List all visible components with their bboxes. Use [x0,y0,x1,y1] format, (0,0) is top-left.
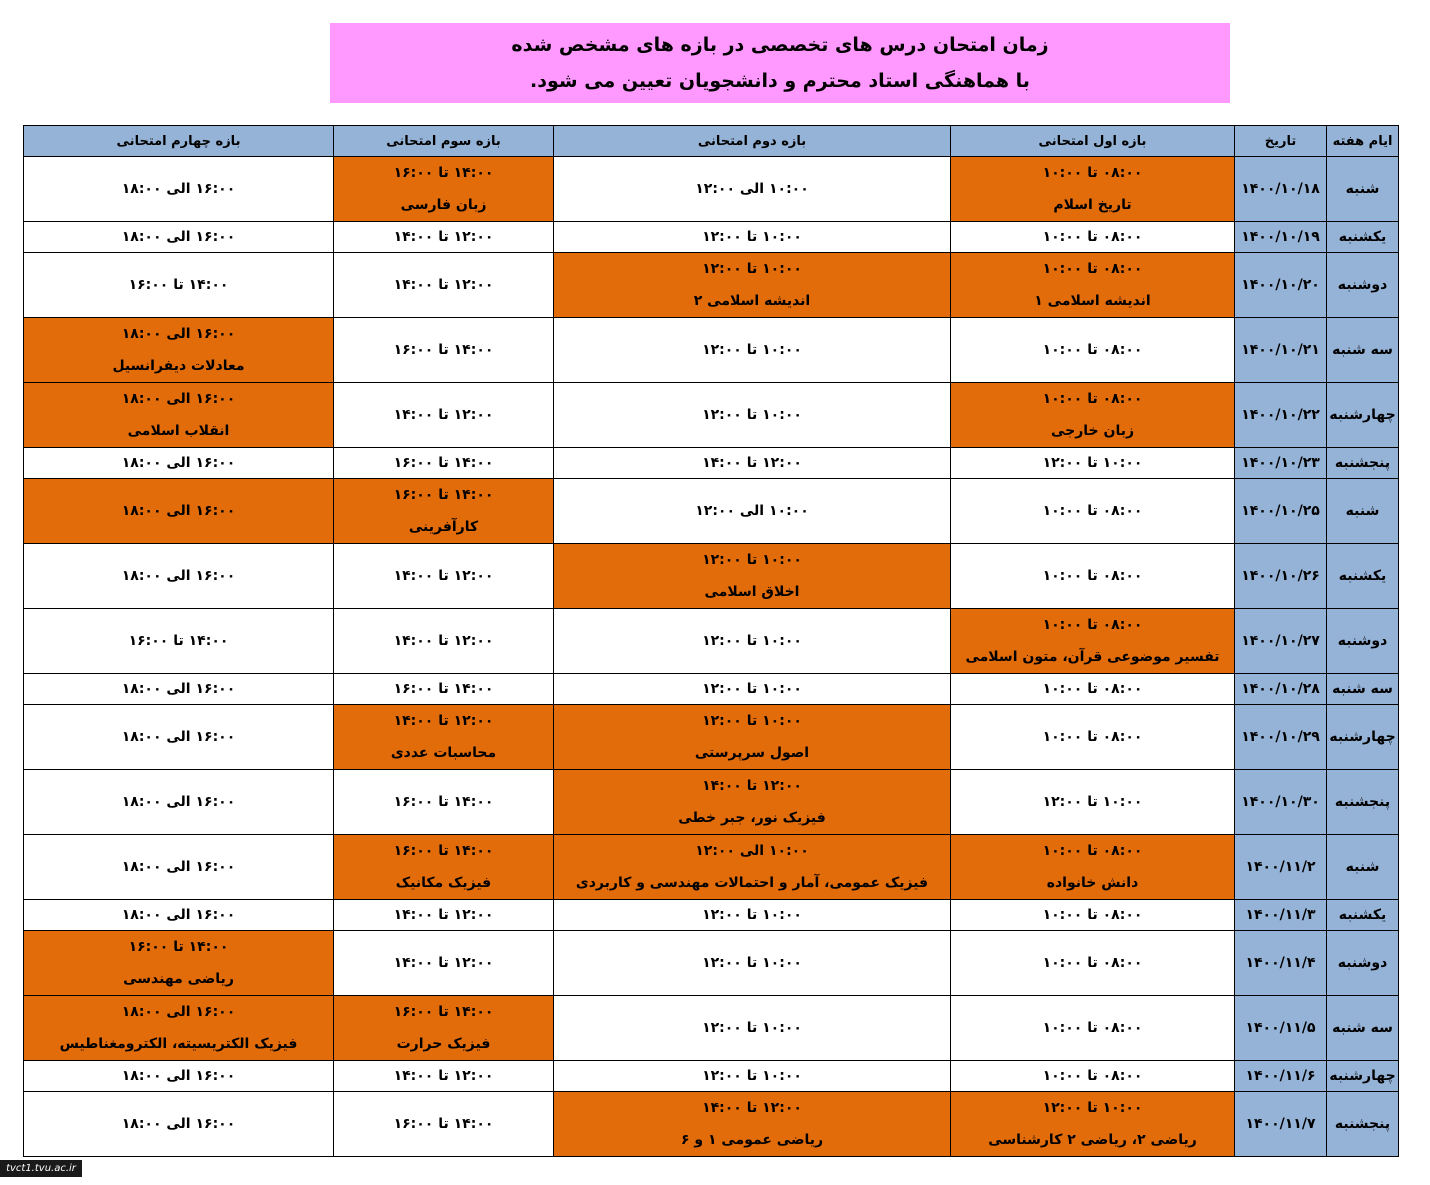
slot-2-cell [554,1092,951,1157]
slot-3-cell [334,770,554,835]
slot-3-cell [334,996,554,1061]
slot-course: کارآفرینی [408,519,479,535]
slot-1-cell [951,222,1235,253]
slot-3-cell [334,157,554,222]
slot-4-cell [24,479,334,544]
slot-course: تفسیر موضوعی قرآن، متون اسلامی [965,649,1220,665]
table-row [24,1061,1399,1092]
slot-3-cell [334,705,554,770]
slot-course: فیزیک مکانیک [395,875,492,891]
table-row [24,157,1399,222]
slot-time: ۰۸:۰۰ تا ۱۰:۰۰ [1042,165,1143,181]
header-slot-4: بازه چهارم امتحانی [24,126,334,157]
slot-time: ۱۰:۰۰ الی ۱۲:۰۰ [695,181,809,197]
slot-time: ۱۲:۰۰ تا ۱۴:۰۰ [393,713,494,729]
slot-2-cell [554,609,951,674]
exam-schedule-table [23,125,1399,1157]
slot-time: ۰۸:۰۰ تا ۱۰:۰۰ [1042,843,1143,859]
slot-4-cell [24,770,334,835]
slot-4-cell [24,900,334,931]
slot-1-cell [951,383,1235,448]
slot-course: فیزیک حرارت [396,1036,491,1052]
slot-1-cell [951,318,1235,383]
slot-time: ۱۰:۰۰ تا ۱۲:۰۰ [702,1068,802,1084]
slot-1-cell [951,674,1235,705]
slot-1-cell [951,609,1235,674]
slot-2-cell [554,479,951,544]
slot-time: ۱۴:۰۰ تا ۱۶:۰۰ [393,794,494,810]
slot-time: ۰۸:۰۰ تا ۱۰:۰۰ [1042,503,1143,519]
slot-course: انقلاب اسلامی [127,423,230,439]
slot-course: ریاضی عمومی ۱ و ۶ [680,1132,824,1148]
slot-time: ۱۰:۰۰ تا ۱۲:۰۰ [1042,455,1143,471]
slot-time: ۱۲:۰۰ تا ۱۴:۰۰ [393,633,494,649]
slot-time: ۰۸:۰۰ تا ۱۰:۰۰ [1042,681,1143,697]
table-row [24,448,1399,479]
slot-time: ۱۶:۰۰ الی ۱۸:۰۰ [121,391,236,407]
slot-2-cell [554,448,951,479]
slot-time: ۰۸:۰۰ تا ۱۰:۰۰ [1042,391,1143,407]
date-cell: ۱۴۰۰/۱۰/۲۱ [1235,318,1327,383]
slot-time: ۰۸:۰۰ تا ۱۰:۰۰ [1042,1020,1143,1036]
header-day: ایام هفته [1327,126,1399,157]
slot-1-cell [951,544,1235,609]
day-cell: دوشنبه [1327,931,1399,996]
slot-4-cell [24,383,334,448]
slot-2-cell [554,900,951,931]
slot-2-cell [554,383,951,448]
slot-2-cell [554,157,951,222]
date-cell: ۱۴۰۰/۱۰/۲۸ [1235,674,1327,705]
header-slot-3: بازه سوم امتحانی [334,126,554,157]
slot-time: ۱۴:۰۰ تا ۱۶:۰۰ [393,681,494,697]
slot-4-cell [24,1092,334,1157]
slot-time: ۱۲:۰۰ تا ۱۴:۰۰ [393,907,494,923]
slot-1-cell [951,1092,1235,1157]
day-cell: دوشنبه [1327,253,1399,318]
schedule-body [24,157,1399,1157]
slot-time: ۱۴:۰۰ تا ۱۶:۰۰ [393,455,494,471]
slot-1-cell [951,157,1235,222]
slot-2-cell [554,1061,951,1092]
slot-time: ۰۸:۰۰ تا ۱۰:۰۰ [1042,261,1143,277]
date-cell: ۱۴۰۰/۱۰/۲۲ [1235,383,1327,448]
slot-1-cell [951,1061,1235,1092]
slot-time: ۱۶:۰۰ الی ۱۸:۰۰ [121,729,236,745]
slot-time: ۱۰:۰۰ تا ۱۲:۰۰ [702,681,802,697]
date-cell: ۱۴۰۰/۱۰/۲۳ [1235,448,1327,479]
site-watermark: tvct1.tvu.ac.ir [0,1160,82,1177]
slot-2-cell [554,931,951,996]
slot-time: ۱۴:۰۰ تا ۱۶:۰۰ [128,633,229,649]
day-cell: شنبه [1327,479,1399,544]
slot-time: ۱۰:۰۰ الی ۱۲:۰۰ [695,503,809,519]
table-row [24,705,1399,770]
slot-1-cell [951,931,1235,996]
slot-1-cell [951,900,1235,931]
table-row [24,222,1399,253]
slot-time: ۱۰:۰۰ الی ۱۲:۰۰ [695,843,809,859]
day-cell: شنبه [1327,835,1399,900]
slot-time: ۱۴:۰۰ تا ۱۶:۰۰ [128,277,229,293]
slot-time: ۱۴:۰۰ تا ۱۶:۰۰ [393,1004,494,1020]
schedule-banner [330,23,1230,103]
slot-time: ۱۲:۰۰ تا ۱۴:۰۰ [393,955,494,971]
slot-time: ۱۰:۰۰ تا ۱۲:۰۰ [1042,1100,1143,1116]
slot-course: زبان فارسی [400,197,487,213]
slot-3-cell [334,318,554,383]
slot-time: ۱۲:۰۰ تا ۱۴:۰۰ [393,229,494,245]
slot-time: ۱۶:۰۰ الی ۱۸:۰۰ [121,1068,236,1084]
slot-time: ۱۰:۰۰ تا ۱۲:۰۰ [702,261,802,277]
slot-4-cell [24,705,334,770]
slot-time: ۱۰:۰۰ تا ۱۲:۰۰ [702,342,802,358]
banner-line-2: با هماهنگی استاد محترم و دانشجویان تعیین می شود. [530,70,1030,92]
slot-1-cell [951,835,1235,900]
table-row [24,544,1399,609]
slot-4-cell [24,544,334,609]
slot-time: ۱۶:۰۰ الی ۱۸:۰۰ [121,681,236,697]
slot-2-cell [554,544,951,609]
slot-time: ۱۰:۰۰ تا ۱۲:۰۰ [702,229,802,245]
slot-3-cell [334,835,554,900]
slot-2-cell [554,996,951,1061]
slot-1-cell [951,479,1235,544]
slot-4-cell [24,1061,334,1092]
slot-course: ریاضی ۲، ریاضی ۲ کارشناسی [988,1132,1197,1148]
slot-time: ۱۴:۰۰ تا ۱۶:۰۰ [393,165,494,181]
slot-2-cell [554,253,951,318]
slot-3-cell [334,900,554,931]
date-cell: ۱۴۰۰/۱۰/۲۵ [1235,479,1327,544]
day-cell: یکشنبه [1327,544,1399,609]
table-row [24,1092,1399,1157]
day-cell: پنجشنبه [1327,448,1399,479]
day-cell: شنبه [1327,157,1399,222]
slot-3-cell [334,253,554,318]
slot-2-cell [554,770,951,835]
date-cell: ۱۴۰۰/۱۱/۳ [1235,900,1327,931]
slot-2-cell [554,705,951,770]
slot-time: ۱۲:۰۰ تا ۱۴:۰۰ [393,407,494,423]
slot-4-cell [24,448,334,479]
day-cell: سه شنبه [1327,996,1399,1061]
date-cell: ۱۴۰۰/۱۰/۲۷ [1235,609,1327,674]
slot-time: ۱۰:۰۰ تا ۱۲:۰۰ [702,407,802,423]
slot-time: ۰۸:۰۰ تا ۱۰:۰۰ [1042,907,1143,923]
slot-3-cell [334,931,554,996]
slot-time: ۰۸:۰۰ تا ۱۰:۰۰ [1042,617,1143,633]
slot-course: تاریخ اسلام [1053,197,1132,213]
slot-time: ۱۰:۰۰ تا ۱۲:۰۰ [702,633,802,649]
slot-course: فیزیک نور، جبر خطی [678,810,826,826]
slot-time: ۰۸:۰۰ تا ۱۰:۰۰ [1042,1068,1143,1084]
slot-time: ۰۸:۰۰ تا ۱۰:۰۰ [1042,955,1143,971]
slot-time: ۱۶:۰۰ الی ۱۸:۰۰ [121,794,236,810]
slot-1-cell [951,253,1235,318]
slot-4-cell [24,835,334,900]
slot-time: ۱۰:۰۰ تا ۱۲:۰۰ [702,552,802,568]
slot-course: اندیشه اسلامی ۲ [693,293,811,309]
slot-3-cell [334,544,554,609]
table-row [24,609,1399,674]
slot-time: ۰۸:۰۰ تا ۱۰:۰۰ [1042,729,1143,745]
slot-time: ۱۶:۰۰ الی ۱۸:۰۰ [121,907,236,923]
slot-time: ۱۴:۰۰ تا ۱۶:۰۰ [393,342,494,358]
slot-time: ۰۸:۰۰ تا ۱۰:۰۰ [1042,342,1143,358]
table-row [24,931,1399,996]
day-cell: چهارشنبه [1327,1061,1399,1092]
slot-time: ۱۴:۰۰ تا ۱۶:۰۰ [393,487,494,503]
slot-time: ۱۲:۰۰ تا ۱۴:۰۰ [702,1100,802,1116]
slot-3-cell [334,609,554,674]
slot-3-cell [334,674,554,705]
slot-time: ۱۶:۰۰ الی ۱۸:۰۰ [121,503,236,519]
slot-4-cell [24,253,334,318]
table-row [24,253,1399,318]
day-cell: یکشنبه [1327,222,1399,253]
slot-3-cell [334,448,554,479]
slot-3-cell [334,1061,554,1092]
slot-time: ۱۶:۰۰ الی ۱۸:۰۰ [121,181,236,197]
slot-course: زبان خارجی [1050,423,1135,439]
slot-course: اخلاق اسلامی [704,584,800,600]
slot-2-cell [554,318,951,383]
slot-4-cell [24,674,334,705]
slot-course: ریاضی مهندسی [123,971,234,987]
slot-time: ۱۰:۰۰ تا ۱۲:۰۰ [702,955,802,971]
slot-2-cell [554,835,951,900]
slot-2-cell [554,222,951,253]
slot-time: ۱۴:۰۰ تا ۱۶:۰۰ [393,843,494,859]
slot-1-cell [951,996,1235,1061]
slot-time: ۱۰:۰۰ تا ۱۲:۰۰ [702,907,802,923]
date-cell: ۱۴۰۰/۱۰/۳۰ [1235,770,1327,835]
table-row [24,770,1399,835]
day-cell: چهارشنبه [1327,705,1399,770]
slot-time: ۱۶:۰۰ الی ۱۸:۰۰ [121,229,236,245]
slot-3-cell [334,1092,554,1157]
slot-4-cell [24,609,334,674]
day-cell: سه شنبه [1327,318,1399,383]
day-cell: پنجشنبه [1327,1092,1399,1157]
table-row [24,674,1399,705]
header-slot-2: بازه دوم امتحانی [554,126,951,157]
slot-4-cell [24,996,334,1061]
date-cell: ۱۴۰۰/۱۱/۶ [1235,1061,1327,1092]
date-cell: ۱۴۰۰/۱۱/۴ [1235,931,1327,996]
date-cell: ۱۴۰۰/۱۱/۵ [1235,996,1327,1061]
date-cell: ۱۴۰۰/۱۰/۱۸ [1235,157,1327,222]
table-row [24,318,1399,383]
header-slot-1: بازه اول امتحانی [951,126,1235,157]
slot-4-cell [24,222,334,253]
table-row [24,900,1399,931]
banner-line-1: زمان امتحان درس های تخصصی در بازه های مشخص شده [511,34,1049,56]
slot-course: اندیشه اسلامی ۱ [1034,293,1151,309]
slot-time: ۱۶:۰۰ الی ۱۸:۰۰ [121,1004,236,1020]
slot-3-cell [334,479,554,544]
slot-4-cell [24,318,334,383]
slot-time: ۱۲:۰۰ تا ۱۴:۰۰ [702,778,802,794]
slot-course: فیزیک عمومی، آمار و احتمالات مهندسی و کاربردی [575,875,929,891]
slot-3-cell [334,383,554,448]
table-row [24,835,1399,900]
date-cell: ۱۴۰۰/۱۰/۲۹ [1235,705,1327,770]
slot-time: ۱۲:۰۰ تا ۱۴:۰۰ [393,568,494,584]
slot-course: اصول سرپرستی [694,745,810,761]
date-cell: ۱۴۰۰/۱۰/۲۰ [1235,253,1327,318]
day-cell: چهارشنبه [1327,383,1399,448]
slot-time: ۰۸:۰۰ تا ۱۰:۰۰ [1042,568,1143,584]
slot-time: ۱۲:۰۰ تا ۱۴:۰۰ [702,455,802,471]
header-row [24,126,1399,157]
date-cell: ۱۴۰۰/۱۰/۲۶ [1235,544,1327,609]
slot-time: ۱۶:۰۰ الی ۱۸:۰۰ [121,568,236,584]
slot-time: ۱۶:۰۰ الی ۱۸:۰۰ [121,859,236,875]
slot-time: ۱۲:۰۰ تا ۱۴:۰۰ [393,277,494,293]
slot-4-cell [24,157,334,222]
table-row [24,479,1399,544]
slot-time: ۱۰:۰۰ تا ۱۲:۰۰ [1042,794,1143,810]
slot-4-cell [24,931,334,996]
date-cell: ۱۴۰۰/۱۱/۲ [1235,835,1327,900]
slot-1-cell [951,705,1235,770]
slot-course: محاسبات عددی [390,745,497,761]
date-cell: ۱۴۰۰/۱۱/۷ [1235,1092,1327,1157]
slot-course: معادلات دیفرانسیل [112,358,245,374]
slot-time: ۱۶:۰۰ الی ۱۸:۰۰ [121,455,236,471]
table-row [24,383,1399,448]
date-cell: ۱۴۰۰/۱۰/۱۹ [1235,222,1327,253]
header-date: تاریخ [1235,126,1327,157]
slot-time: ۱۰:۰۰ تا ۱۲:۰۰ [702,1020,802,1036]
day-cell: یکشنبه [1327,900,1399,931]
day-cell: سه شنبه [1327,674,1399,705]
day-cell: پنجشنبه [1327,770,1399,835]
table-row [24,996,1399,1061]
slot-time: ۱۴:۰۰ تا ۱۶:۰۰ [393,1116,494,1132]
slot-time: ۱۶:۰۰ الی ۱۸:۰۰ [121,326,236,342]
slot-time: ۰۸:۰۰ تا ۱۰:۰۰ [1042,229,1143,245]
slot-course: فیزیک الکتریسیته، الکترومغناطیس [59,1036,298,1052]
slot-1-cell [951,770,1235,835]
slot-time: ۱۴:۰۰ تا ۱۶:۰۰ [128,939,229,955]
slot-1-cell [951,448,1235,479]
slot-time: ۱۰:۰۰ تا ۱۲:۰۰ [702,713,802,729]
slot-3-cell [334,222,554,253]
slot-time: ۱۲:۰۰ تا ۱۴:۰۰ [393,1068,494,1084]
slot-course: دانش خانواده [1046,875,1139,891]
slot-2-cell [554,674,951,705]
slot-time: ۱۶:۰۰ الی ۱۸:۰۰ [121,1116,236,1132]
day-cell: دوشنبه [1327,609,1399,674]
